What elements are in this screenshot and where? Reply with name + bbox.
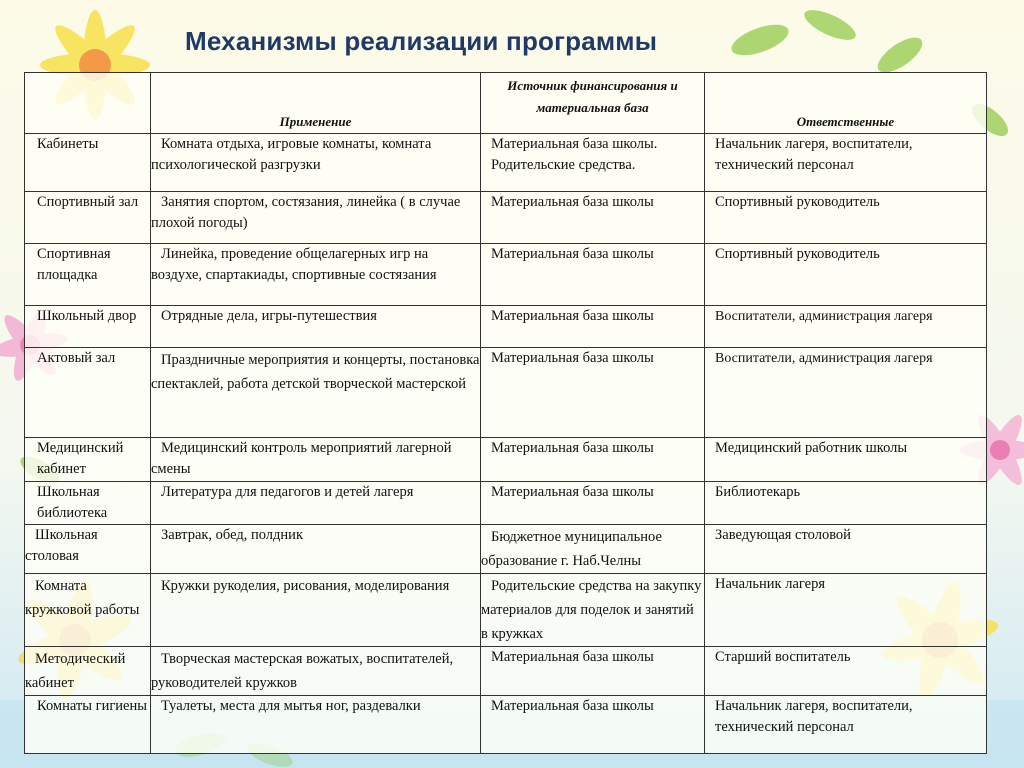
row-responsible: Спортивный руководитель (705, 244, 987, 306)
row-responsible: Начальник лагеря, воспитатели, технический персонал (705, 134, 987, 192)
row-responsible: Библиотекарь (705, 482, 987, 525)
row-responsible: Воспитатели, администрация лагеря (705, 306, 987, 348)
row-source: Материальная база школы (481, 192, 705, 244)
row-usage: Праздничные мероприятия и концерты, постановка спектаклей, работа детской творческой мастерской (151, 348, 481, 438)
row-usage: Туалеты, места для мытья ног, раздевалки (151, 696, 481, 754)
page-title: Механизмы реализации программы (185, 26, 658, 56)
row-responsible: Старший воспитатель (705, 647, 987, 696)
row-responsible: Начальник лагеря (705, 574, 987, 647)
row-place: Кабинеты (25, 134, 151, 192)
row-source: Родительские средства на закупку материалов для поделок и занятий в кружках (481, 574, 705, 647)
row-source: Материальная база школы (481, 482, 705, 525)
table-row (25, 348, 987, 438)
header-usage: Применение (151, 73, 481, 134)
row-source: Материальная база школы (481, 244, 705, 306)
row-place: Школьная библиотека (25, 482, 151, 525)
table-row (25, 525, 987, 574)
row-place: Спортивная площадка (25, 244, 151, 306)
row-usage: Творческая мастерская вожатых, воспитателей, руководителей кружков (151, 647, 481, 696)
table-row (25, 244, 987, 306)
header-source: Источник финансирования и материальная база (481, 73, 705, 134)
row-usage: Кружки рукоделия, рисования, моделирования (151, 574, 481, 647)
program-table (24, 72, 987, 754)
row-source: Материальная база школы (481, 306, 705, 348)
row-source: Материальная база школы. Родительские средства. (481, 134, 705, 192)
table-row (25, 647, 987, 696)
table-row (25, 192, 987, 244)
row-responsible: Начальник лагеря, воспитатели, технический персонал (705, 696, 987, 754)
row-responsible: Воспитатели, администрация лагеря (705, 348, 987, 438)
row-usage: Медицинский контроль мероприятий лагерной смены (151, 438, 481, 482)
row-source: Бюджетное муниципальное образование г. Наб.Челны (481, 525, 705, 574)
row-usage: Комната отдыха, игровые комнаты, комната психологической разгрузки (151, 134, 481, 192)
row-place: Комнаты гигиены (25, 696, 151, 754)
header-responsible: Ответственные (705, 73, 987, 134)
table-row (25, 438, 987, 482)
row-place: Спортивный зал (25, 192, 151, 244)
row-place: Комната кружковой работы (25, 574, 151, 647)
row-source: Материальная база школы (481, 696, 705, 754)
table-row (25, 696, 987, 754)
row-source: Материальная база школы (481, 647, 705, 696)
row-usage: Занятия спортом, состязания, линейка ( в случае плохой погоды) (151, 192, 481, 244)
row-usage: Литература для педагогов и детей лагеря (151, 482, 481, 525)
table-header-row (25, 73, 987, 134)
row-responsible: Медицинский работник школы (705, 438, 987, 482)
row-place: Школьная столовая (25, 525, 151, 574)
row-place: Медицинский кабинет (25, 438, 151, 482)
table-row (25, 306, 987, 348)
row-usage: Отрядные дела, игры-путешествия (151, 306, 481, 348)
row-place: Школьный двор (25, 306, 151, 348)
table-row (25, 134, 987, 192)
header-place (25, 73, 151, 134)
table-row (25, 574, 987, 647)
row-place: Актовый зал (25, 348, 151, 438)
table-row (25, 482, 987, 525)
row-responsible: Спортивный руководитель (705, 192, 987, 244)
row-source: Материальная база школы (481, 438, 705, 482)
row-usage: Линейка, проведение общелагерных игр на воздухе, спартакиады, спортивные состязания (151, 244, 481, 306)
row-place: Методический кабинет (25, 647, 151, 696)
row-usage: Завтрак, обед, полдник (151, 525, 481, 574)
row-source: Материальная база школы (481, 348, 705, 438)
row-responsible: Заведующая столовой (705, 525, 987, 574)
